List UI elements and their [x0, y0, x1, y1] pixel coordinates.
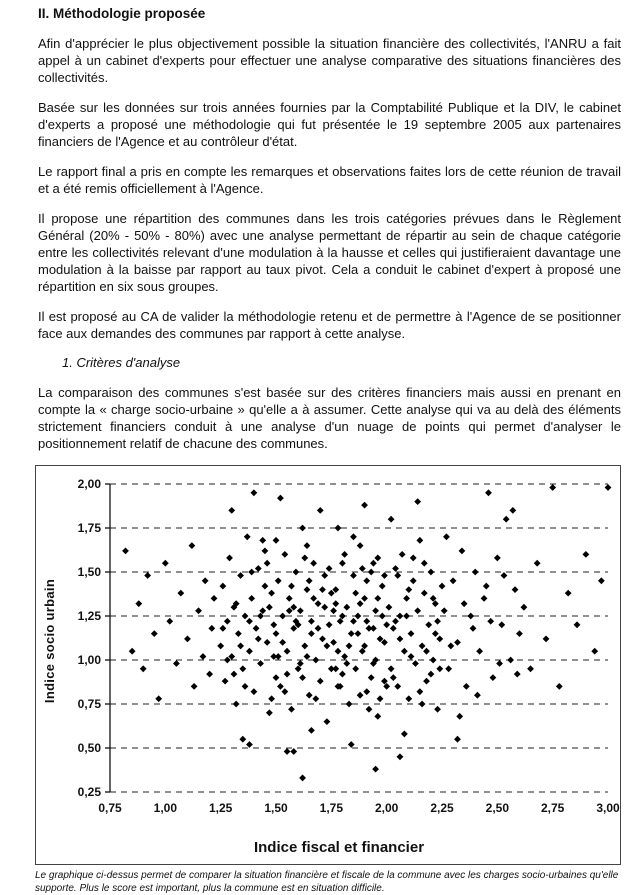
scatter-point: [348, 741, 355, 748]
scatter-point: [140, 665, 147, 672]
scatter-point: [436, 635, 443, 642]
scatter-point: [321, 572, 328, 579]
scatter-point: [301, 643, 308, 650]
scatter-point: [273, 674, 280, 681]
scatter-point: [372, 766, 379, 773]
list-item-criteres: 1. Critères d'analyse: [62, 355, 181, 370]
scatter-point: [242, 613, 249, 620]
scatter-point: [366, 706, 373, 713]
scatter-point: [421, 590, 428, 597]
scatter-point: [281, 688, 288, 695]
y-tick-label: 1,25: [77, 609, 101, 623]
scatter-point: [428, 671, 435, 678]
scatter-point: [277, 683, 284, 690]
scatter-point: [217, 643, 224, 650]
scatter-point: [363, 688, 370, 695]
scatter-point: [405, 586, 412, 593]
scatter-point: [534, 560, 541, 567]
scatter-point: [416, 537, 423, 544]
scatter-point: [397, 613, 404, 620]
scatter-point: [257, 660, 264, 667]
scatter-point: [155, 695, 162, 702]
x-tick-label: 2,75: [540, 801, 565, 815]
scatter-point: [288, 583, 295, 590]
scatter-point: [239, 736, 246, 743]
scatter-point: [299, 674, 306, 681]
scatter-point: [346, 643, 353, 650]
scatter-point: [352, 590, 359, 597]
scatter-point: [414, 607, 421, 614]
scatter-point: [277, 495, 284, 502]
scatter-point: [246, 618, 253, 625]
y-tick-label: 1,00: [77, 653, 101, 667]
scatter-point: [401, 731, 408, 738]
scatter-point: [463, 683, 470, 690]
scatter-point: [281, 551, 288, 558]
scatter-point: [255, 565, 262, 572]
scatter-point: [306, 577, 313, 584]
scatter-point: [200, 653, 207, 660]
scatter-point: [447, 643, 454, 650]
scatter-point: [379, 613, 386, 620]
scatter-point: [324, 718, 331, 725]
scatter-plot: [62, 472, 620, 824]
scatter-point: [582, 551, 589, 558]
scatter-point: [399, 551, 406, 558]
plot-area-wrap: [62, 472, 620, 824]
x-tick-label: 1,00: [153, 801, 178, 815]
paragraph-1: Afin d'apprécier le plus objectivement possible la situation financière des collectivités, l'ANRU a fait appel à un cabinet d'experts pour effectuer une analyse comparative des situations financières des collectivités.: [38, 36, 621, 85]
scatter-point: [308, 630, 315, 637]
y-tick-label: 1,50: [77, 565, 101, 579]
scatter-point: [377, 695, 384, 702]
scatter-point: [191, 683, 198, 690]
scatter-point: [129, 648, 136, 655]
scatter-point: [507, 657, 514, 664]
scatter-point: [310, 560, 317, 567]
scatter-point: [352, 665, 359, 672]
scatter-point: [423, 678, 430, 685]
scatter-point: [206, 671, 213, 678]
scatter-point: [308, 727, 315, 734]
scatter-point: [308, 618, 315, 625]
scatter-point: [343, 660, 350, 667]
scatter-point: [219, 625, 226, 632]
scatter-point: [284, 748, 291, 755]
y-tick-label: 2,00: [77, 477, 101, 491]
scatter-point: [244, 533, 251, 540]
scatter-point: [306, 692, 313, 699]
scatter-point: [368, 569, 375, 576]
scatter-point: [350, 618, 357, 625]
scatter-point: [173, 660, 180, 667]
scatter-point: [416, 688, 423, 695]
x-tick-label: 0,75: [98, 801, 122, 815]
scatter-point: [250, 489, 257, 496]
scatter-point: [434, 618, 441, 625]
scatter-point: [151, 630, 158, 637]
scatter-point: [454, 639, 461, 646]
scatter-point: [456, 713, 463, 720]
scatter-point: [317, 507, 324, 514]
scatter-point: [354, 630, 361, 637]
scatter-point: [359, 565, 366, 572]
figure-caption: Le graphique ci-dessus permet de comparer la situation financière et fiscale de la commune avec les charges socio-urbaines qu'elle supporte. Plus le score est important, plus la commune est en situation difficile.: [35, 870, 619, 894]
y-tick-label: 0,25: [77, 785, 101, 799]
scatter-point: [301, 555, 308, 562]
scatter-point: [195, 607, 202, 614]
scatter-point: [368, 674, 375, 681]
scatter-point: [476, 648, 483, 655]
scatter-point: [385, 604, 392, 611]
scatter-point: [363, 577, 370, 584]
y-tick-label: 0,75: [77, 697, 101, 711]
scatter-point: [370, 625, 377, 632]
scatter-point: [421, 560, 428, 567]
scatter-point: [350, 533, 357, 540]
scatter-point: [527, 665, 534, 672]
scatter-point: [319, 635, 326, 642]
scatter-point: [388, 665, 395, 672]
scatter-point: [246, 648, 253, 655]
scatter-point: [166, 618, 173, 625]
paragraph-5: Il est proposé au CA de valider la méthodologie retenu et de permettre à l'Agence de se positionner face aux demandes des communes par rapport à cette analyse.: [38, 309, 621, 341]
paragraph-2: Basée sur les données sur trois années fournies par la Comptabilité Publique et la DIV, le cabinet d'experts a proposé une méthodologie qui fut présentée le 19 septembre 2005 aux partenaires financiers de l'Agence et au contrôleur d'état.: [38, 100, 621, 149]
scatter-point: [162, 560, 169, 567]
scatter-point: [412, 660, 419, 667]
scatter-point: [450, 577, 457, 584]
scatter-point: [224, 618, 231, 625]
x-tick-label: 2,25: [430, 801, 454, 815]
y-tick-label: 0,50: [77, 741, 101, 755]
scatter-point: [299, 775, 306, 782]
scatter-point: [357, 600, 364, 607]
scatter-point: [231, 671, 238, 678]
paragraph-6: La comparaison des communes s'est basée sur des critères financiers mais aussi en prenant en compte la « charge socio-urbaine » qu'elle a à assumer. Cette analyse qui va au delà des éléments strictement financiers conduit à une analyse d'un nuage de points qui permet d'analyser le positionnement relatif de chacune des communes.: [38, 385, 621, 451]
scatter-point: [315, 625, 322, 632]
paragraph-4: Il propose une répartition des communes dans les trois catégories prévues dans le Règlement Général (20% - 50% - 80%) avec une analyse permettant de répartir au sein de chaque catégorie entre les collectivités relevant d'une modulation à la hausse et celles qui justifieraient davantage une modulation à la baisse par rapport au taux pivot. Cela a conduit le cabinet d'expert à proposé une répartition en six sous groupes.: [38, 211, 621, 294]
scatter-point: [144, 572, 151, 579]
scatter-point: [222, 678, 229, 685]
scatter-point: [286, 595, 293, 602]
scatter-point: [284, 671, 291, 678]
scatter-point: [330, 607, 337, 614]
scatter-point: [122, 547, 129, 554]
scatter-point: [436, 665, 443, 672]
scatter-point: [233, 701, 240, 708]
paragraph-3: Le rapport final a pris en compte les remarques et observations faites lors de cette réunion de travail et a été remis officiellement à l'Agence.: [38, 164, 621, 196]
scatter-point: [184, 635, 191, 642]
scatter-point: [425, 621, 432, 628]
scatter-point: [434, 706, 441, 713]
scatter-point: [339, 671, 346, 678]
scatter-point: [383, 621, 390, 628]
scatter-point: [410, 555, 417, 562]
scatter-point: [439, 583, 446, 590]
scatter-point: [598, 577, 605, 584]
scatter-point: [350, 572, 357, 579]
scatter-point: [279, 613, 286, 620]
scatter-point: [279, 639, 286, 646]
scatter-point: [461, 600, 468, 607]
scatter-point: [242, 683, 249, 690]
scatter-point: [410, 577, 417, 584]
section-title: II. Méthodologie proposée: [38, 6, 206, 21]
scatter-point: [304, 586, 311, 593]
scatter-point: [332, 665, 339, 672]
scatter-point: [262, 547, 269, 554]
scatter-point: [324, 643, 331, 650]
scatter-point: [428, 569, 435, 576]
scatter-point: [273, 537, 280, 544]
x-tick-label: 1,50: [264, 801, 288, 815]
scatter-point: [253, 625, 260, 632]
scatter-point: [239, 665, 246, 672]
scatter-point: [388, 516, 395, 523]
scatter-point: [374, 713, 381, 720]
scatter-point: [490, 674, 497, 681]
scatter-point: [237, 572, 244, 579]
scatter-point: [474, 692, 481, 699]
scatter-point: [346, 701, 353, 708]
scatter-chart-figure: [35, 465, 621, 865]
x-tick-label: 1,75: [319, 801, 344, 815]
scatter-point: [248, 595, 255, 602]
scatter-point: [408, 630, 415, 637]
scatter-point: [135, 600, 142, 607]
scatter-point: [255, 635, 262, 642]
scatter-point: [266, 604, 273, 611]
scatter-point: [363, 618, 370, 625]
scatter-point: [574, 621, 581, 628]
scatter-point: [321, 604, 328, 611]
scatter-point: [235, 630, 242, 637]
scatter-point: [481, 595, 488, 602]
scatter-point: [357, 542, 364, 549]
scatter-point: [312, 657, 319, 664]
scatter-point: [503, 516, 510, 523]
scatter-point: [299, 525, 306, 532]
scatter-point: [354, 613, 361, 620]
scatter-point: [188, 542, 195, 549]
scatter-point: [264, 560, 271, 567]
scatter-point: [494, 555, 501, 562]
scatter-point: [335, 525, 342, 532]
scatter-point: [472, 569, 479, 576]
scatter-point: [379, 583, 386, 590]
scatter-point: [270, 621, 277, 628]
scatter-point: [483, 583, 490, 590]
scatter-point: [341, 551, 348, 558]
scatter-point: [275, 577, 282, 584]
scatter-point: [470, 625, 477, 632]
scatter-point: [237, 643, 244, 650]
scatter-point: [335, 648, 342, 655]
scatter-point: [520, 604, 527, 611]
scatter-point: [423, 648, 430, 655]
scatter-point: [605, 484, 612, 491]
scatter-point: [512, 586, 519, 593]
scatter-point: [543, 635, 550, 642]
scatter-point: [392, 618, 399, 625]
scatter-point: [268, 695, 275, 702]
scatter-point: [443, 533, 450, 540]
scatter-point: [288, 706, 295, 713]
scatter-point: [273, 630, 280, 637]
x-tick-label: 2,00: [374, 801, 399, 815]
scatter-point: [259, 537, 266, 544]
scatter-point: [266, 709, 273, 716]
scatter-point: [441, 607, 448, 614]
y-tick-label: 1,75: [77, 521, 101, 535]
scatter-point: [248, 569, 255, 576]
scatter-point: [177, 590, 184, 597]
scatter-point: [370, 560, 377, 567]
scatter-point: [208, 625, 215, 632]
scatter-point: [501, 572, 508, 579]
scatter-point: [565, 590, 572, 597]
scatter-point: [498, 621, 505, 628]
scatter-point: [467, 613, 474, 620]
scatter-point: [405, 695, 412, 702]
scatter-point: [341, 653, 348, 660]
x-tick-label: 3,00: [596, 801, 620, 815]
scatter-point: [509, 507, 516, 514]
scatter-point: [394, 572, 401, 579]
scatter-point: [397, 753, 404, 760]
scatter-point: [312, 695, 319, 702]
scatter-point: [390, 625, 397, 632]
scatter-point: [268, 590, 275, 597]
scatter-point: [339, 560, 346, 567]
scatter-point: [374, 555, 381, 562]
scatter-point: [332, 600, 339, 607]
scatter-point: [401, 648, 408, 655]
scatter-point: [202, 577, 209, 584]
scatter-point: [264, 639, 271, 646]
scatter-point: [392, 565, 399, 572]
scatter-point: [403, 595, 410, 602]
scatter-point: [293, 569, 300, 576]
scatter-point: [246, 741, 253, 748]
scatter-point: [459, 547, 466, 554]
scatter-point: [374, 595, 381, 602]
scatter-point: [219, 583, 226, 590]
scatter-point: [284, 648, 291, 655]
scatter-point: [403, 613, 410, 620]
scatter-point: [372, 607, 379, 614]
scatter-point: [357, 692, 364, 699]
scatter-point: [250, 688, 257, 695]
scatter-point: [326, 621, 333, 628]
scatter-point: [394, 683, 401, 690]
scatter-point: [348, 630, 355, 637]
x-axis-title: Indice fiscal et financier: [253, 839, 425, 856]
scatter-point: [514, 671, 521, 678]
scatter-point: [326, 565, 333, 572]
scatter-point: [496, 660, 503, 667]
scatter-point: [549, 484, 556, 491]
scatter-point: [297, 607, 304, 614]
scatter-point: [361, 595, 368, 602]
scatter-point: [419, 643, 426, 650]
scatter-point: [226, 555, 233, 562]
scatter-point: [304, 653, 311, 660]
scatter-point: [319, 586, 326, 593]
scatter-point: [228, 507, 235, 514]
scatter-point: [419, 701, 426, 708]
scatter-point: [211, 595, 218, 602]
scatter-point: [290, 748, 297, 755]
scatter-point: [390, 674, 397, 681]
scatter-point: [343, 604, 350, 611]
scatter-point: [381, 572, 388, 579]
scatter-point: [445, 665, 452, 672]
scatter-point: [262, 583, 269, 590]
scatter-point: [487, 618, 494, 625]
scatter-point: [275, 653, 282, 660]
scatter-point: [414, 498, 421, 505]
x-tick-label: 2,50: [485, 801, 510, 815]
scatter-point: [304, 542, 311, 549]
scatter-point: [516, 630, 523, 637]
scatter-point: [556, 683, 563, 690]
scatter-point: [317, 678, 324, 685]
scatter-point: [361, 502, 368, 509]
scatter-point: [454, 736, 461, 743]
scatter-point: [408, 653, 415, 660]
scatter-point: [315, 600, 322, 607]
scatter-point: [330, 639, 337, 646]
scatter-point: [310, 595, 317, 602]
scatter-point: [397, 635, 404, 642]
y-axis-title: Indice socio urbain: [42, 579, 57, 704]
scatter-point: [430, 657, 437, 664]
scatter-point: [485, 489, 492, 496]
scatter-point: [591, 648, 598, 655]
scatter-point: [432, 630, 439, 637]
x-tick-label: 1,25: [208, 801, 233, 815]
